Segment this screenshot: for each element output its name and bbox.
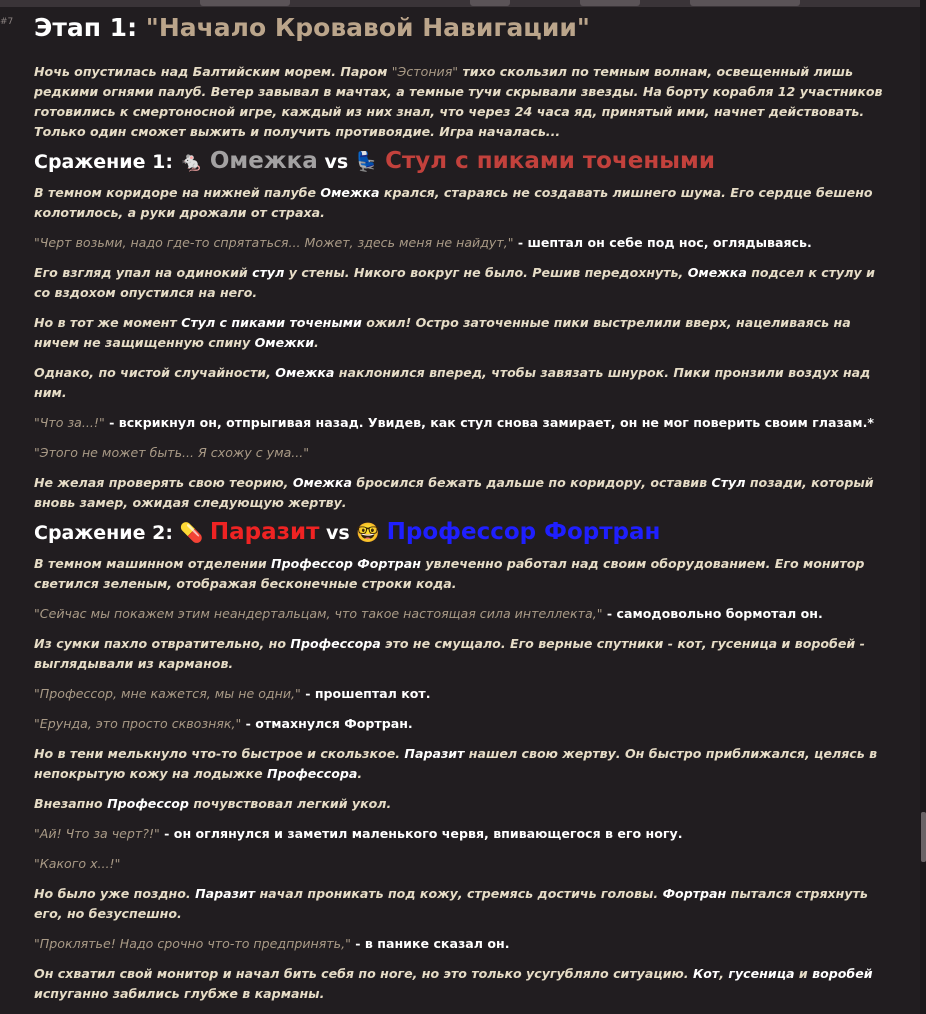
text: бросился бежать дальше по коридору, оставив: [351, 475, 712, 490]
text: В темном машинном отделении: [34, 556, 272, 571]
battle2-paragraph-5: [34, 714, 894, 734]
quote: "Проклятье! Надо срочно что-то предпринять,": [34, 936, 351, 951]
quote: "Черт возьми, надо где-то спрятаться... Может, здесь меня не найдут,": [34, 235, 514, 250]
seat-icon: 💺: [354, 151, 379, 173]
text: - вскрикнул он, отпрыгивая назад. Увидев, как: [104, 415, 461, 430]
bold-name: Омежка: [687, 265, 747, 280]
text: и: [794, 966, 813, 981]
battle2-heading: [34, 517, 894, 548]
pill-icon: 💊: [179, 522, 204, 544]
speech-tag: [105, 415, 874, 430]
battle2-paragraph-1: [34, 554, 894, 594]
text: - отмахнулся: [241, 716, 345, 731]
battle2-paragraph-4: [34, 684, 894, 704]
speech-tag: [241, 716, 412, 731]
battle2-paragraph-3: [34, 634, 894, 674]
battle1-paragraph-6: [34, 413, 894, 433]
battle2-paragraph-8: [34, 824, 894, 844]
bold-name: гусеница: [728, 966, 795, 981]
bold-name: Фортран: [344, 716, 408, 731]
text: Внезапно: [34, 796, 108, 811]
stage-heading: [34, 10, 894, 46]
text: ,: [719, 966, 729, 981]
speech-tag: - прошептал кот.: [300, 686, 431, 701]
text: наклонился вперед, чтобы завязать шнурок. Пики пронзили воздух над ним.: [34, 365, 871, 400]
quote: "Ай! Что за черт?!": [34, 826, 160, 841]
gutter-marker: #7: [0, 17, 14, 27]
battle1-paragraph-4: [34, 313, 894, 353]
battle1-paragraph-3: [34, 263, 894, 303]
text: Не желая проверять свою теорию,: [34, 475, 293, 490]
bold-name: Профессора: [290, 636, 381, 651]
quote: "Какого х...!": [34, 856, 121, 871]
text: Однако, по чистой случайности,: [34, 365, 276, 380]
battle2-paragraph-6: [34, 744, 894, 784]
battle2-fighter2: Профессор Фортран: [386, 519, 661, 545]
bold-name: стул: [252, 265, 285, 280]
battle1-paragraph-8: [34, 473, 894, 513]
text: .: [314, 335, 319, 350]
battle2-label: Сражение 2:: [34, 522, 173, 544]
bold-name: Омежка: [320, 185, 380, 200]
text: подсел к стулу и со вздохом опустился на него.: [34, 265, 875, 300]
battle2-paragraph-12: [34, 964, 894, 1004]
bold-name: Фортран: [662, 886, 727, 901]
quote: "Профессор, мне кажется, мы не одни,": [34, 686, 301, 701]
battle2-paragraph-7: [34, 794, 894, 814]
quote: "Ерунда, это просто сквозняк,": [34, 716, 242, 731]
battle1-paragraph-7: [34, 443, 894, 463]
text: крался, стараясь не создавать лишнего шума. Его сердце бешено колотилось, а руки дрожали от страха.: [34, 185, 873, 220]
battle2-paragraph-10: [34, 884, 894, 924]
text: испуганно забились глубже в карманы.: [34, 986, 325, 1001]
scrollbar-thumb[interactable]: [921, 812, 926, 862]
bold-name: Кот: [692, 966, 720, 981]
bold-name: Профессор Фортран: [271, 556, 421, 571]
intro-paragraph: [34, 62, 894, 142]
bold-name: Омежка: [275, 365, 335, 380]
bold-name: Профессора: [267, 766, 358, 781]
text: у стены. Никого вокруг не было. Решив передохнуть,: [284, 265, 688, 280]
bold-name: Омежки: [254, 335, 315, 350]
quote: "Этого не может быть... Я схожу с ума...": [34, 445, 310, 460]
ship-name: "Эстония": [391, 64, 459, 79]
bold-name: Паразит: [404, 746, 465, 761]
battle1-label: Сражение 1:: [34, 151, 173, 173]
battle2-paragraph-9: [34, 854, 894, 874]
nerd-face-icon: 🤓: [356, 522, 381, 544]
battle2-fighter1: Паразит: [209, 519, 320, 545]
battle1-paragraph-2: [34, 233, 894, 253]
text: Но было уже поздно.: [34, 886, 196, 901]
text: начал проникать под кожу, стремясь достичь головы.: [255, 886, 663, 901]
text: .: [357, 766, 363, 781]
intro-text: Ночь опустилась над Балтийским морем. Паром: [34, 64, 392, 79]
message-content: [34, 0, 894, 1004]
bold-name: Стул: [711, 475, 746, 490]
quote: "Сейчас мы покажем этим неандертальцам, что такое настоящая сила интеллекта,": [34, 606, 603, 621]
speech-tag: - шептал он себе под нос, оглядываясь.: [513, 235, 812, 250]
stage-prefix: Этап 1:: [34, 13, 138, 42]
text: увлеченно работал над своим оборудованием. Его монитор светился зеленым, отображая бесконечные строки кода.: [34, 556, 865, 591]
quote: "Что за...!": [34, 415, 105, 430]
battle1-paragraph-1: [34, 183, 894, 223]
text: позади, который вновь замер, ожидая следующую жертву.: [34, 475, 874, 510]
battle1-heading: [34, 146, 894, 177]
text: В темном коридоре на нижней палубе: [34, 185, 321, 200]
bold-name: стул: [460, 415, 493, 430]
text: ожил! Остро заточенные пики выстрелили вверх, нацеливаясь на ничем не защищенную спину: [34, 315, 851, 350]
battle2-paragraph-11: [34, 934, 894, 954]
text: Но в тот же момент: [34, 315, 182, 330]
battle1-fighter1: Омежка: [209, 148, 318, 174]
bold-name: воробей: [812, 966, 873, 981]
text: пытался стряхнуть его, но безуспешно.: [34, 886, 868, 921]
battle1-vs: vs: [324, 151, 349, 173]
battle2-vs: vs: [326, 522, 350, 544]
bold-name: Профессор: [107, 796, 189, 811]
text: почувствовал легкий укол.: [188, 796, 392, 811]
bold-name: Паразит: [195, 886, 256, 901]
text: Но в тени мелькнуло что-то быстрое и скользкое.: [34, 746, 405, 761]
speech-tag: - самодовольно бормотал он.: [602, 606, 823, 621]
speech-tag: - он оглянулся и заметил маленького червя, впивающегося в его ногу.: [159, 826, 683, 841]
battle2-paragraph-2: [34, 604, 894, 624]
battle1-paragraph-5: [34, 363, 894, 403]
battle1-fighter2: Стул с пиками точеными: [385, 148, 715, 174]
text: нашел свою жертву. Он быстро приближался, целясь в непокрытую кожу на лодыжке: [34, 746, 878, 781]
text: Он схватил свой монитор и начал бить себя по ноге, но это только усугубляло ситуацию.: [34, 966, 693, 981]
text: Его взгляд упал на одинокий: [34, 265, 253, 280]
mouse-icon: 🐁: [179, 151, 204, 173]
text: это не смущало. Его верные спутники - кот, гусеница и воробей - выглядывали из карманов.: [34, 636, 865, 671]
bold-name: Омежка: [292, 475, 352, 490]
speech-tag: - в панике сказал он.: [350, 936, 510, 951]
stage-title: "Начало Кровавой Навигации": [145, 13, 590, 42]
text: .: [407, 716, 413, 731]
text: Из сумки пахло отвратительно, но: [34, 636, 291, 651]
bold-name: Стул с пиками точеными: [181, 315, 362, 330]
text: снова замирает, он не мог поверить своим глазам.*: [492, 415, 874, 430]
intro-text-rest: тихо скользил по темным волнам, освещенный лишь редкими огнями палуб. Ветер завывал в мачтах, а темные тучи скрывали звезды. На борту корабля 12 участников готовились к смертоносной игре, каждый из них знал, что через 24 часа яд, принятый ими, начнет действовать. Только один сможет выжить и получить противоядие. Игра началась...: [34, 64, 883, 139]
